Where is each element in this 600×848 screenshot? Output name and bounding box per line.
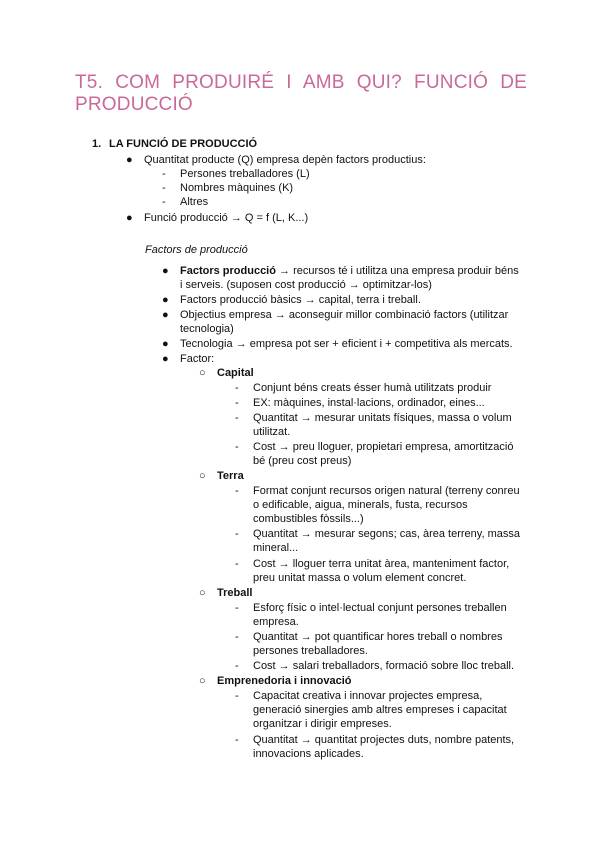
list-item: Persones treballadores (L) <box>180 168 310 180</box>
list-item-continuation: empresa. <box>253 616 299 628</box>
factor-name: Treball <box>217 587 253 599</box>
dash-marker: - <box>235 528 239 540</box>
list-item: Quantitat → quantitat projectes duts, nombre patents, <box>253 734 515 746</box>
dash-marker: - <box>235 397 239 409</box>
text-run: → recursos té i utilitza una empresa produir béns <box>275 265 519 277</box>
circle-marker: ○ <box>199 367 206 379</box>
list-item: Cost → preu lloguer, propietari empresa, amortització <box>253 441 514 453</box>
dash-marker: - <box>162 182 166 194</box>
list-item: Format conjunt recursos origen natural (terreny conreu <box>253 485 520 497</box>
dash-marker: - <box>235 382 239 394</box>
list-item-continuation: mineral... <box>253 542 299 554</box>
dash-marker: - <box>235 631 239 643</box>
list-item: Factor: <box>180 353 215 365</box>
list-item: Cost → lloguer terra unitat àrea, manteniment factor, <box>253 558 510 570</box>
list-item: Nombres màquines (K) <box>180 182 294 194</box>
list-item-continuation: generació sinergies amb altres empreses i capacitat <box>253 704 507 716</box>
dash-marker: - <box>162 168 166 180</box>
dash-marker: - <box>235 734 239 746</box>
list-item-continuation: tecnologia) <box>180 323 234 335</box>
circle-marker: ○ <box>199 587 206 599</box>
dash-marker: - <box>235 558 239 570</box>
subheading: Factors de producció <box>145 244 248 256</box>
list-item: Cost → salari treballadors, formació sobre lloc treball. <box>253 660 515 672</box>
bullet-marker: ● <box>162 294 169 306</box>
factor-name: Capital <box>217 367 254 379</box>
factor-name: Terra <box>217 470 244 482</box>
dash-marker: - <box>235 441 239 453</box>
list-item: Quantitat → pot quantificar hores treball o nombres <box>253 631 503 643</box>
list-item-continuation: utilitzat. <box>253 426 291 438</box>
list-item-continuation: o edificable, aigua, minerals, fusta, recursos <box>253 499 468 511</box>
dash-marker: - <box>235 660 239 672</box>
list-item: Conjunt béns creats ésser humà utilitzats produir <box>253 382 492 394</box>
list-item: EX: màquines, instal·lacions, ordinador, eines... <box>253 397 485 409</box>
list-item: Objectius empresa → aconseguir millor combinació factors (utilitzar <box>180 309 509 321</box>
bullet-marker: ● <box>126 212 133 224</box>
list-item-continuation: organitzar i dirigir empreses. <box>253 718 392 730</box>
dash-marker: - <box>162 196 166 208</box>
list-item: Quantitat producte (Q) empresa depèn factors productius: <box>144 154 426 166</box>
circle-marker: ○ <box>199 675 206 687</box>
dash-marker: - <box>235 485 239 497</box>
list-item-continuation: preu unitat massa o volum element concret. <box>253 572 467 584</box>
list-item-continuation: bé (preu cost preus) <box>253 455 352 467</box>
list-item: Capacitat creativa i innovar projectes empresa, <box>253 690 483 702</box>
section-number: 1. <box>92 138 102 150</box>
bullet-marker: ● <box>162 353 169 365</box>
list-item: Quantitat → mesurar unitats físiques, massa o volum <box>253 412 512 424</box>
list-item-continuation: persones treballadores. <box>253 645 368 657</box>
bullet-marker: ● <box>162 309 169 321</box>
list-item: Esforç físic o intel·lectual conjunt persones treballen <box>253 602 507 614</box>
bullet-marker: ● <box>162 265 169 277</box>
bold-term: Factors producció <box>180 265 276 277</box>
list-item-continuation: innovacions aplicades. <box>253 748 364 760</box>
bullet-marker: ● <box>162 338 169 350</box>
dash-marker: - <box>235 690 239 702</box>
list-item: Factors producció bàsics → capital, terra i treball. <box>180 294 421 306</box>
list-item-continuation: i serveis. (suposen cost producció → optimitzar-los) <box>180 279 432 291</box>
list-item: Tecnologia → empresa pot ser + eficient i + competitiva als mercats. <box>180 338 513 350</box>
list-item: Funció producció → Q = f (L, K...) <box>144 212 309 224</box>
factor-name: Emprenedoria i innovació <box>217 675 352 687</box>
list-item: Quantitat → mesurar segons; cas, àrea terreny, massa <box>253 528 520 540</box>
list-item <box>180 264 527 278</box>
dash-marker: - <box>235 412 239 424</box>
page-title: T5. COM PRODUIRÉ I AMB QUI? FUNCIÓ DE PRODUCCIÓ <box>75 72 527 115</box>
section-heading: LA FUNCIÓ DE PRODUCCIÓ <box>109 138 258 150</box>
list-item: Altres <box>180 196 209 208</box>
dash-marker: - <box>235 602 239 614</box>
circle-marker: ○ <box>199 470 206 482</box>
bullet-marker: ● <box>126 154 133 166</box>
list-item-continuation: combustibles fòssils...) <box>253 513 364 525</box>
